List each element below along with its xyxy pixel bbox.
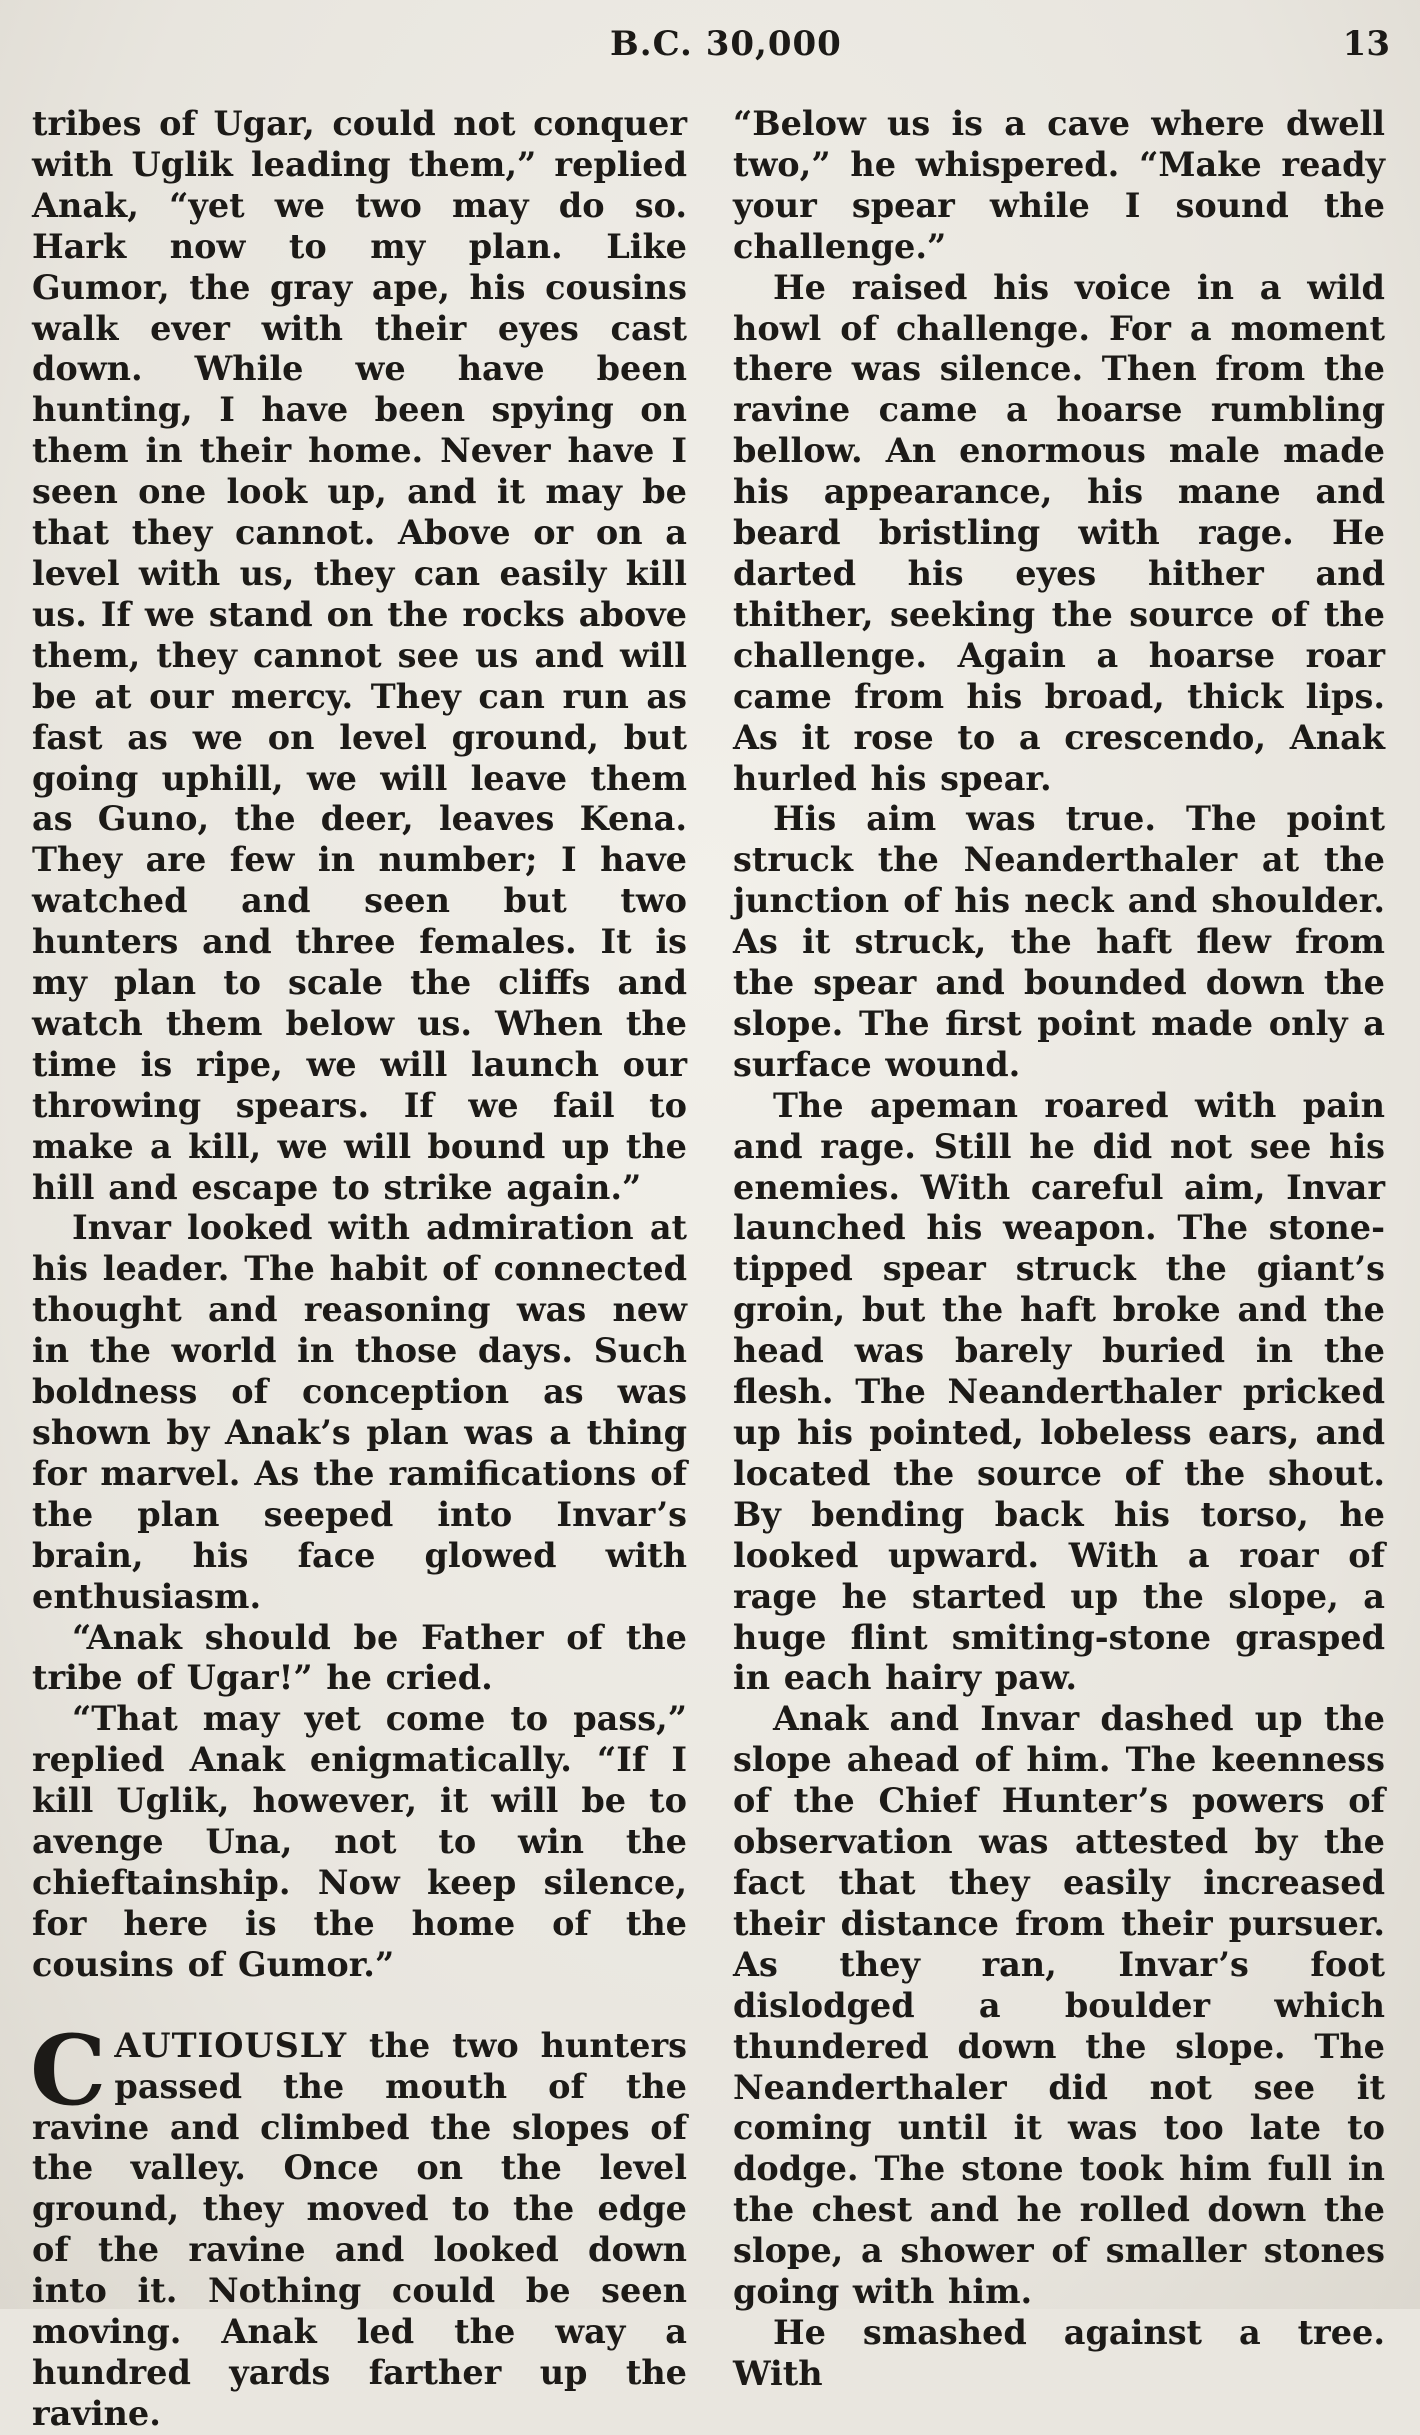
running-title: B.C. 30,000 [610, 24, 842, 64]
paragraph-text: the two hunters passed the mouth of the ravine and climbed the slopes of the valley. Once on the level ground, they moved to the edge of the ravine and looked down into it. Nothing could be seen moving. Anak led the way a hundred yards farther up the ravine. [32, 2025, 687, 2433]
drop-cap: C [30, 2013, 107, 2127]
paragraph: “Below us is a cave where dwell two,” he whispered. “Make ready your spear while I sound the challenge.” [733, 104, 1385, 266]
paragraph: “That may yet come to pass,” replied Anak enigmatically. “If I kill Uglik, however, it will be to avenge Una, not to win the chieftainship. Now keep silence, for here is the home of the cousins of Gumor.” [32, 1699, 687, 1984]
left-column [32, 104, 687, 2435]
section-opening-paragraph [30, 2013, 687, 2435]
paragraph: The apeman roared with pain and rage. Still he did not see his enemies. With careful aim, Invar launched his weapon. The stone-tipped spear struck the giant’s groin, but the haft broke and the head was barely buried in the flesh. The Neanderthaler pricked up his pointed, lobeless ears, and located the source of the shout. By bending back his torso, he looked upward. With a roar of rage he started up the slope, a huge flint smiting-stone grasped in each hairy paw. [733, 1085, 1385, 1698]
right-column [733, 104, 1385, 2395]
small-caps-lead: AUTIOUSLY [114, 2025, 348, 2065]
paragraph: His aim was true. The point struck the Neanderthaler at the junction of his neck and shoulder. As it struck, the haft flew from the spear and bounded down the slope. The first point made only a surface wound. [733, 799, 1385, 1084]
paragraph: “Anak should be Father of the tribe of Ugar!” he cried. [32, 1617, 687, 1698]
page-header [0, 18, 1420, 78]
paragraph: He smashed against a tree. With [733, 2312, 1385, 2393]
page-number: 13 [1342, 24, 1390, 64]
paragraph: He raised his voice in a wild howl of challenge. For a moment there was silence. Then from the ravine came a hoarse rumbling bellow. An enormous male made his appearance, his mane and beard bristling with rage. He darted his eyes hither and thither, seeking the source of the challenge. Again a hoarse roar came from his broad, thick lips. As it rose to a crescendo, Anak hurled his spear. [733, 267, 1385, 798]
paragraph: tribes of Ugar, could not conquer with Uglik leading them,” replied Anak, “yet we two may do so. Hark now to my plan. Like Gumor, the gray ape, his cousins walk ever with their eyes cast down. While we have been hunting, I have been spying on them in their home. Never have I seen one look up, and it may be that they cannot. Above or on a level with us, they can easily kill us. If we stand on the rocks above them, they cannot see us and will be at our mercy. They can run as fast as we on level ground, but going uphill, we will leave them as Guno, the deer, leaves Kena. They are few in number; I have watched and seen but two hunters and three females. It is my plan to scale the cliffs and watch them below us. When the time is ripe, we will launch our throwing spears. If we fail to make a kill, we will bound up the hill and escape to strike again.” [32, 104, 687, 1207]
paragraph: Anak and Invar dashed up the slope ahead of him. The keenness of the Chief Hunter’s powers of observation was attested by the fact that they easily increased their distance from their pursuer. As they ran, Invar’s foot dislodged a boulder which thundered down the slope. The Neanderthaler did not see it coming until it was too late to dodge. The stone took him full in the chest and he rolled down the slope, a shower of smaller stones going with him. [733, 1699, 1385, 2312]
section-break [32, 1986, 687, 2026]
paragraph: Invar looked with admiration at his leader. The habit of connected thought and reasoning was new in the world in those days. Such boldness of conception as was shown by Anak’s plan was a thing for marvel. As the ramifications of the plan seeped into Invar’s brain, his face glowed with enthusiasm. [32, 1208, 687, 1616]
